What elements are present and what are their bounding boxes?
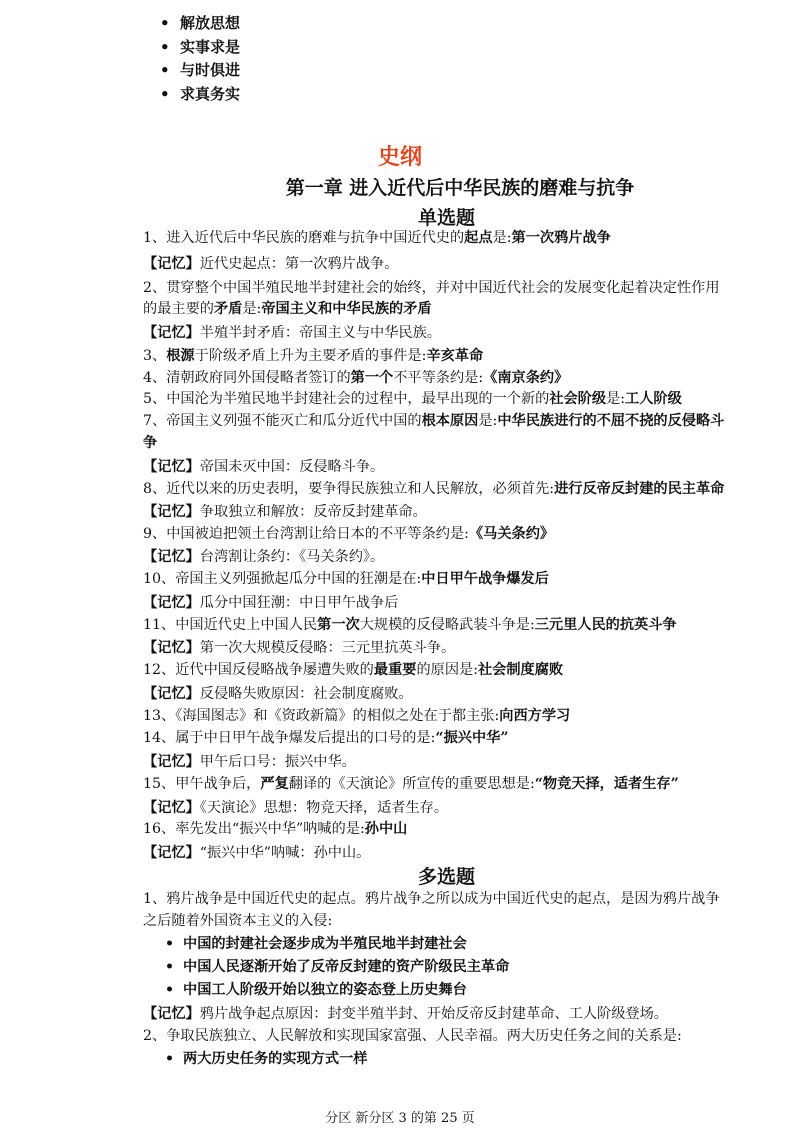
answer: 《南京条约》 [483,370,569,386]
answer: 三元里人民的抗英斗争 [534,617,677,633]
answer: “物竞天择，适者生存” [534,776,679,792]
question-line: 的最主要的矛盾是:帝国主义和中华民族的矛盾 [143,301,432,317]
top-bullet-list [160,12,240,106]
question-line: 11、中国近代史上中国人民第一次大规模的反侵略武装斗争是:三元里人民的抗英斗争 [143,617,677,633]
question-line: 5、中国沦为半殖民地半封建社会的过程中，最早出现的一个新的社会阶级是:工人阶级 [143,391,682,407]
list-item: • 与时俱进 [160,59,240,83]
document-page: • 解放思想 • 实事求是 • 与时俱进 • 求真务实 史纲 第一章 进入近代后中华民族的磨难与抗争 单选题 1、进入近代后中华民族的磨难与抗争中国近代史的起点是:第一次鸦片战争 【记忆】近代史起点：第一次鸦片战争。 2、贯穿整个中国半殖民地半封建社会的始终，并对中国近代社会的发展变化起着决定性作用 的最主要的矛盾是:帝国主义和中华民族的矛盾 【记忆】半殖半封矛盾：帝国主义与中华民族。 3、根源于阶级矛盾上升为主要矛盾的事件是:辛亥革命 4、清朝政府同外国侵略者签订的第一个不平等条约是:《南京条约》 5、中国沦为半殖民地半封建社会的过程中，最早出现的一个新的社会阶级是:工人阶级 7、帝国主义列强不能灭亡和瓜分近代中国的根本原因是:中华民族进行的不屈不挠的反侵略斗 争 【记忆】帝国未灭中国：反侵略斗争。 8、近代以来的历史表明，要争得民族独立和人民解放，必须首先:进行反帝反封建的民主革命 【记忆】争取独立和解放：反帝反封建革命。 9、中国被迫把领土台湾割让给日本的不平等条约是:《马关条约》 【记忆】台湾割让条约：《马关条约》。 10、帝国主义列强掀起瓜分中国的狂潮是在:中日甲午战争爆发后 【记忆】瓜分中国狂潮：中日甲午战争后 11、中国近代史上中国人民第一次大规模的反侵略武装斗争是:三元里人民的抗英斗争 【记忆】第一次大规模反侵略：三元里抗英斗争。 12、近代中国反侵略战争屡遭失败的最重要的原因是:社会制度腐败 【记忆】反侵略失败原因：社会制度腐败。 13、《海国图志》和《资政新篇》的相似之处在于都主张:向西方学习 14、属于中日甲午战争爆发后提出的口号的是:“振兴中华” 【记忆】甲午后口号：振兴中华。 15、甲午战争后，严复翻译的《天演论》所宣传的重要思想是:“物竞天择，适者生存” 【记忆】《天演论》思想：物竞天择，适者生存。 16、率先发出“振兴中华”呐喊的是:孙中山 【记忆】“振兴中华”呐喊：孙中山。 多选题 1、鸦片战争是中国近代史的起点。鸦片战争之所以成为中国近代史的起点，是因为鸦片战争 之后随着外国资本主义的入侵: • 中国的封建社会逐步成为半殖民地半封建社会 • 中国人民逐渐开始了反帝反封建的资产阶级民主革命 • 中国工人阶级开始以独立的姿态登上历史舞台 【记忆】鸦片战争起点原因：封变半殖半封、开始反帝反封建革命、工人阶级登场。 2、争取民族独立、人民解放和实现国家富强、人民幸福。两大历史任务之间的关系是: • 两大历史任务的实现方式一样 分区 新分区 3 的第 25 页 [0,0,800,1132]
subject-title: 史纲 [377,144,422,170]
answer: 社会制度腐败 [477,662,564,678]
answer-bullet-list [165,1048,367,1071]
answer: 《马关条约》 [468,526,555,542]
memory-note: 【记忆】帝国未灭中国：反侵略斗争。 [143,459,385,475]
list-item: • 实事求是 [160,36,240,60]
answer: 中华民族进行的不屈不挠的反侵略斗 [497,413,725,429]
answer: 争 [143,435,158,451]
question-line [143,432,157,454]
answer: 孙中山 [364,821,408,837]
answer: 辛亥革命 [426,348,484,364]
memory-note: 【记忆】半殖半封矛盾：帝国主义与中华民族。 [143,325,441,341]
list-item: • 中国人民逐渐开始了反帝反封建的资产阶级民主革命 [165,956,509,979]
memory-note: 【记忆】甲午后口号：振兴中华。 [143,754,356,770]
chapter-title: 第一章 进入近代后中华民族的磨难与抗争 [285,177,635,199]
question-line: 4、清朝政府同外国侵略者签订的第一个不平等条约是:《南京条约》 [143,370,569,386]
question-line: 12、近代中国反侵略战争屡遭失败的最重要的原因是:社会制度腐败 [143,662,564,678]
list-item: • 求真务实 [160,83,240,107]
memory-note: 【记忆】争取独立和解放：反帝反封建革命。 [143,504,427,520]
memory-note: 【记忆】近代史起点：第一次鸦片战争。 [143,256,399,272]
question-line: 7、帝国主义列强不能灭亡和瓜分近代中国的根本原因是:中华民族进行的不屈不挠的反侵略斗 [143,413,725,429]
question-line: 1、鸦片战争是中国近代史的起点。鸦片战争之所以成为中国近代史的起点，是因为鸦片战争 [143,891,720,907]
question-line: 2、贯穿整个中国半殖民地半封建社会的始终，并对中国近代社会的发展变化起着决定性作用 [143,280,720,296]
answer: 向西方学习 [499,708,571,724]
memory-note: 【记忆】第一次大规模反侵略：三元里抗英斗争。 [143,640,456,656]
question-line: 14、属于中日甲午战争爆发后提出的口号的是:“振兴中华” [143,730,509,746]
answer: 进行反帝反封建的民主革命 [554,481,725,497]
list-item: • 中国的封建社会逐步成为半殖民地半封建社会 [165,933,509,956]
question-line: 2、争取民族独立、人民解放和实现国家富强、人民幸福。两大历史任务之间的关系是: [143,1028,682,1044]
answer: 帝国主义和中华民族的矛盾 [261,301,432,317]
question-line: 8、近代以来的历史表明，要争得民族独立和人民解放，必须首先:进行反帝反封建的民主革命 [143,481,725,497]
memory-note: 【记忆】瓜分中国狂潮：中日甲午战争后 [143,595,399,611]
question-line: 15、甲午战争后，严复翻译的《天演论》所宣传的重要思想是:“物竞天择，适者生存” [143,776,679,792]
question-line: 之后随着外国资本主义的入侵: [143,913,333,929]
list-item: • 解放思想 [160,12,240,36]
question-line: 9、中国被迫把领土台湾割让给日本的不平等条约是:《马关条约》 [143,526,555,542]
memory-note: 【记忆】台湾割让条约：《马关条约》。 [143,549,385,565]
question-line: 10、帝国主义列强掀起瓜分中国的狂潮是在:中日甲午战争爆发后 [143,571,549,587]
question-line: 1、进入近代后中华民族的磨难与抗争中国近代史的起点是:第一次鸦片战争 [143,230,611,246]
answer-bullet-list [165,933,509,1002]
memory-note: 【记忆】“振兴中华”呐喊：孙中山。 [143,845,371,861]
page-footer: 分区 新分区 3 的第 25 页 [325,1111,475,1126]
answer: 第一次鸦片战争 [511,230,611,246]
question-line: 13、《海国图志》和《资政新篇》的相似之处在于都主张:向西方学习 [143,708,571,724]
list-item: • 两大历史任务的实现方式一样 [165,1048,367,1071]
answer: “振兴中华” [435,730,509,746]
answer: 工人阶级 [625,391,682,407]
question-line: 3、根源于阶级矛盾上升为主要矛盾的事件是:辛亥革命 [143,348,484,364]
list-item: • 中国工人阶级开始以独立的姿态登上历史舞台 [165,979,509,1002]
memory-note: 【记忆】《天演论》思想：物竞天择，适者生存。 [143,800,449,816]
memory-note: 【记忆】反侵略失败原因：社会制度腐败。 [143,686,413,702]
answer: 中日甲午战争爆发后 [421,571,549,587]
memory-note: 【记忆】鸦片战争起点原因：封变半殖半封、开始反帝反封建革命、工人阶级登场。 [143,1006,668,1022]
question-line: 16、率先发出“振兴中华”呐喊的是:孙中山 [143,821,408,837]
